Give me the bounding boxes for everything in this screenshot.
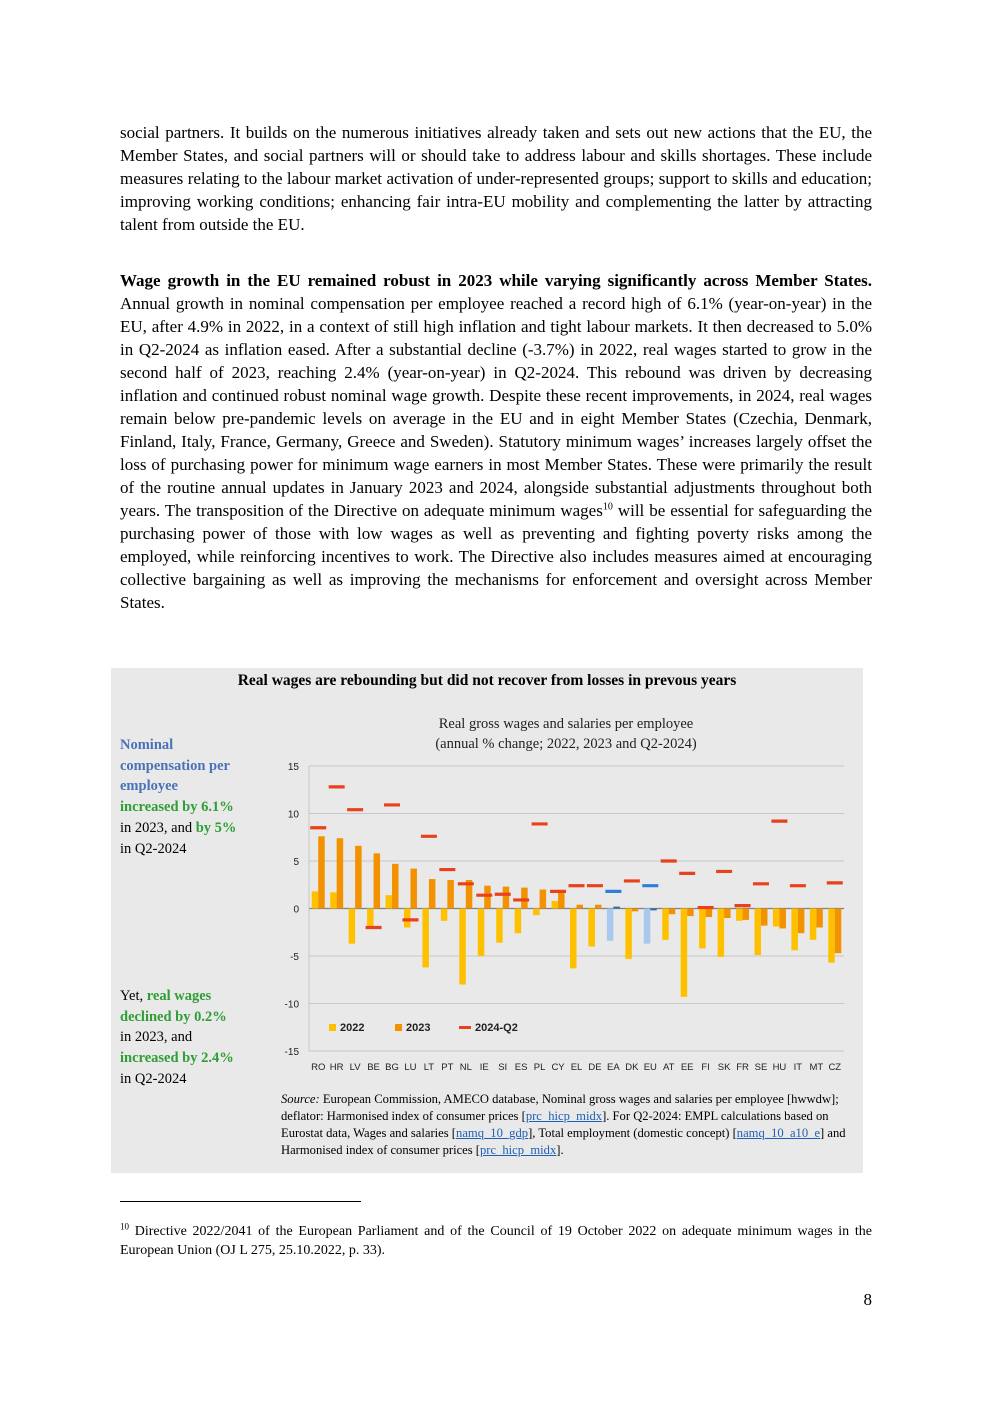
bar-2022-EU <box>644 909 651 944</box>
side-note-real: Yet, real wages declined by 0.2% in 2023, and increased by 2.4% in Q2-2024 <box>120 988 234 1087</box>
x-tick-label: PT <box>441 1062 454 1073</box>
bar-2022-ES <box>515 909 522 934</box>
x-tick-label: DK <box>625 1062 639 1073</box>
bar-2022-BG <box>386 895 393 908</box>
y-tick-label: 0 <box>293 904 299 916</box>
x-tick-label: DE <box>588 1062 602 1073</box>
bar-2023-RO <box>318 836 325 908</box>
bar-2022-LT <box>422 909 429 968</box>
bar-2022-BE <box>367 909 374 928</box>
source-link-namq-10-gdp[interactable]: namq_10_gdp <box>456 1126 529 1140</box>
bar-2022-PT <box>441 909 448 921</box>
legend-label: 2023 <box>406 1022 431 1034</box>
intro-paragraph: social partners. It builds on the numerous initiatives already taken and sets out new actions that the EU, the Member States, and social partners will or should take to address labour and skills shortages. These include measures relating to the labour market activation of under-represented groups; support to skills and education; improving working conditions; enhancing fair intra-EU mobility and complementing the latter by attracting talent from outside the EU. <box>120 123 872 234</box>
x-tick-label: IE <box>479 1062 489 1073</box>
source-link-prc-hicp-midx-2[interactable]: prc_hicp_midx <box>480 1143 557 1157</box>
bar-2023-EA <box>613 907 620 909</box>
x-tick-label: LU <box>404 1062 417 1073</box>
x-tick-label: SE <box>754 1062 768 1073</box>
bar-2023-IE <box>484 886 491 909</box>
x-tick-label: MT <box>809 1062 824 1073</box>
y-tick-label: -15 <box>284 1047 299 1058</box>
x-tick-label: FI <box>701 1062 710 1073</box>
footnote-ref[interactable]: 10 <box>602 501 613 513</box>
chart-box <box>111 668 863 1173</box>
bar-2023-CZ <box>835 909 842 954</box>
y-tick-label: 15 <box>287 762 299 773</box>
wage-paragraph-body-2: will be essential for safeguarding the purchasing power of those with low wages as well as preventing and fighting poverty risks among the employed, while reinforcing incentives to work. The Directive also includes measures aimed at encouraging collective bargaining as well as improving the mechanisms for enforcement and oversight across Member States. <box>120 501 873 612</box>
source-link-namq-10-a10-e[interactable]: namq_10_a10_e <box>736 1126 821 1140</box>
x-tick-label: BG <box>385 1062 399 1073</box>
x-tick-label: AT <box>663 1062 675 1073</box>
x-tick-label: EL <box>570 1062 583 1073</box>
chart-subtitle: (annual % change; 2022, 2023 and Q2-2024) <box>435 736 697 752</box>
bar-2023-EL <box>577 905 584 909</box>
bar-2023-MT <box>816 909 823 928</box>
bar-2023-LU <box>410 869 417 909</box>
bar-2022-CY <box>552 901 559 909</box>
x-tick-label: LT <box>423 1062 435 1073</box>
bar-2022-EL <box>570 909 577 969</box>
bar-chart <box>111 668 863 1088</box>
wage-paragraph <box>120 269 872 614</box>
bar-2023-HR <box>337 838 344 908</box>
bar-2022-FR <box>736 909 743 921</box>
bar-2023-HU <box>779 909 786 929</box>
bar-2022-SK <box>718 909 725 957</box>
chart-title-line: Real gross wages and salaries per employee <box>438 716 694 732</box>
x-tick-label: BE <box>367 1062 380 1073</box>
bar-2022-DK <box>625 909 632 959</box>
bar-2022-LU <box>404 909 411 928</box>
x-tick-label: LV <box>349 1062 361 1073</box>
bar-2022-MT <box>810 909 817 940</box>
bar-2023-DK <box>632 909 639 912</box>
bar-2022-CZ <box>828 909 835 963</box>
x-tick-label: ES <box>514 1062 528 1073</box>
x-tick-label: EE <box>680 1062 694 1073</box>
bar-2022-NL <box>459 909 466 985</box>
bar-2023-BG <box>392 864 399 909</box>
bar-2023-AT <box>669 909 676 915</box>
bar-2022-DE <box>588 909 595 947</box>
bar-2023-EU <box>650 909 657 911</box>
bar-2022-PL <box>533 909 540 916</box>
bar-2023-PT <box>447 880 454 909</box>
footnote-divider <box>120 1201 361 1202</box>
bar-2023-FR <box>743 909 750 920</box>
bar-2022-EE <box>681 909 688 997</box>
x-tick-label: PL <box>533 1062 546 1073</box>
bar-2022-IE <box>478 909 485 957</box>
y-tick-label: -5 <box>290 952 299 963</box>
bar-2022-IT <box>791 909 798 951</box>
footnote-text: Directive 2022/2041 of the European Parliament and of the Council of 19 October 2022 on adequate minimum wages in the European Union (OJ L 275, 25.10.2022, p. 33). <box>120 1224 872 1258</box>
bar-2023-SE <box>761 909 768 926</box>
x-tick-label: HU <box>772 1062 787 1073</box>
legend-label: 2022 <box>340 1022 365 1034</box>
bar-2023-BE <box>374 853 381 908</box>
bar-2023-EE <box>687 909 694 917</box>
bar-2022-HU <box>773 909 780 927</box>
wage-paragraph-body-1: Annual growth in nominal compensation per employee reached a record high of 6.1% (year-on-year) in the EU, after 4.9% in 2022, in a context of still high inflation and tight labour markets. It then decreased to 5.0% in Q2-2024 as inflation eased. After a substantial decline (-3.7%) in 2022, real wages started to grow in the second half of 2023, reaching 2.4% (year-on-year) in Q2-2024. This rebound was driven by decreasing inflation and continued robust nominal wage growth. Despite these recent improvements, in 2024, real wages remain below pre-pandemic levels on average in the EU and in eight Member States (Czechia, Denmark, Finland, Italy, France, Germany, Greece and Sweden). Statutory minimum wages’ increases largely offset the loss of purchasing power for minimum wage earners in most Member States. These were primarily the result of the routine annual updates in January 2023 and 2024, alongside substantial adjustments throughout both years. The transposition of the Directive on adequate minimum wages <box>120 294 872 520</box>
wage-paragraph-lead: Wage growth in the EU remained robust in 2023 while varying significantly across Member States. <box>120 271 872 290</box>
bar-2023-SI <box>503 887 510 909</box>
legend-label: 2024-Q2 <box>475 1022 518 1034</box>
x-tick-label: EU <box>643 1062 657 1073</box>
bar-2023-PL <box>540 890 547 909</box>
x-tick-label: CZ <box>828 1062 842 1073</box>
y-tick-label: -10 <box>284 999 299 1011</box>
x-tick-label: SI <box>498 1062 508 1073</box>
y-tick-label: 10 <box>287 809 299 821</box>
bar-2022-FI <box>699 909 706 949</box>
bar-2022-AT <box>662 909 669 940</box>
source-link-prc-hicp-midx[interactable]: prc_hicp_midx <box>525 1109 603 1123</box>
chart-source: Source: European Commission, AMECO database, Nominal gross wages and salaries per employee [hwwdw]; deflator: Harmonised index of consumer prices [prc_hicp_midx]. For Q2-2024: EMPL calculations based on Eurostat data, Wages and salaries [namq_10_gdp], Total employment (domestic concept) [namq_10_a10_e] and Harmonised index of consumer prices [prc_hicp_midx]. <box>281 1092 846 1157</box>
y-tick-label: 5 <box>293 857 299 868</box>
bar-2023-SK <box>724 909 731 919</box>
x-tick-label: EA <box>607 1062 620 1073</box>
bar-2022-SI <box>496 909 503 943</box>
x-tick-label: NL <box>459 1062 472 1073</box>
x-tick-label: HR <box>329 1062 344 1073</box>
bar-2022-HR <box>330 892 337 908</box>
bar-2023-DE <box>595 905 602 909</box>
x-tick-label: SK <box>717 1062 731 1073</box>
bar-2022-SE <box>754 909 761 956</box>
legend-swatch <box>395 1024 402 1031</box>
legend-swatch <box>329 1024 336 1031</box>
bar-2023-CY <box>558 890 565 908</box>
footnote <box>120 1222 872 1260</box>
side-note-nominal: Nominal compensation per employee increased by 6.1% in 2023, and by 5% in Q2-2024 <box>120 737 237 857</box>
x-tick-label: RO <box>311 1062 326 1073</box>
bar-2022-LV <box>349 909 356 944</box>
x-tick-label: IT <box>793 1062 803 1073</box>
box-title: Real wages are rebounding but did not recover from losses in prevous years <box>237 672 737 689</box>
bar-2023-IT <box>798 909 805 934</box>
bar-2022-EA <box>607 909 614 941</box>
bar-2023-FI <box>706 909 713 918</box>
footnote-number: 10 <box>120 1221 129 1232</box>
x-tick-label: FR <box>736 1062 749 1073</box>
x-tick-label: CY <box>551 1062 565 1073</box>
page-number: 8 <box>863 1290 872 1309</box>
bar-2023-LV <box>355 846 362 909</box>
bar-2023-LT <box>429 879 436 908</box>
bar-2023-ES <box>521 888 528 909</box>
bar-2022-RO <box>312 891 319 908</box>
